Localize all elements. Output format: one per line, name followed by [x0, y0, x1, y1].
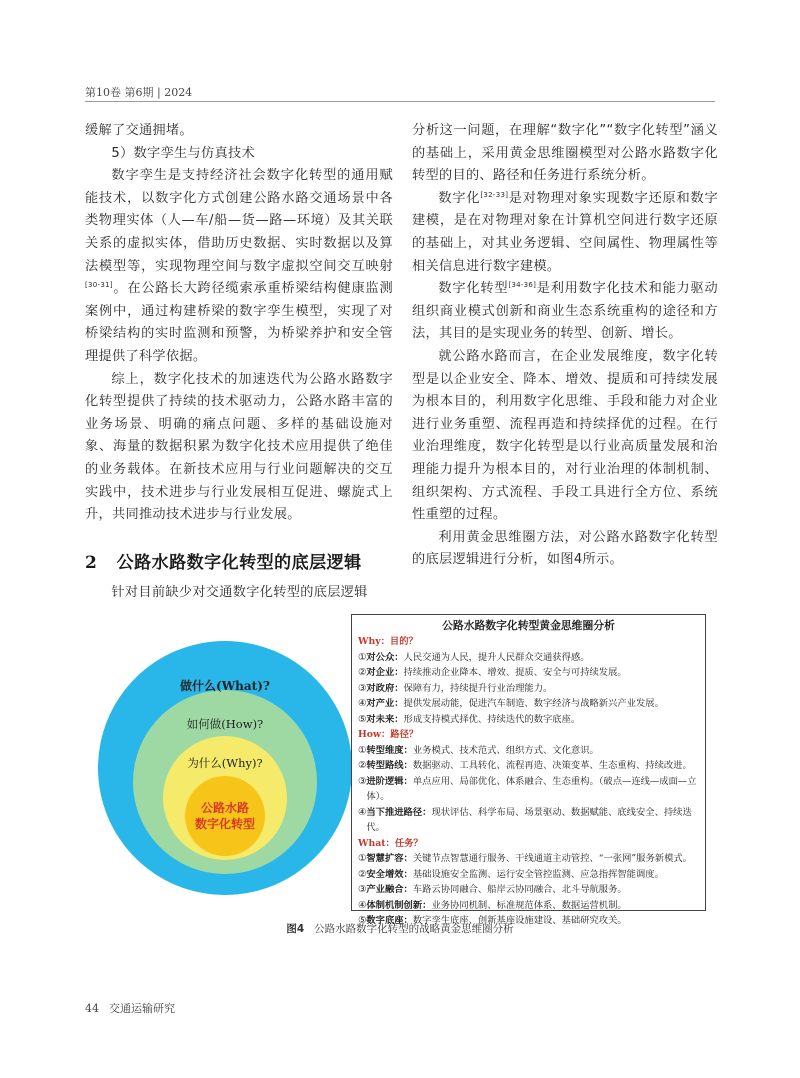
item-desc: 保障有力，持续提升行业治理能力。 — [403, 682, 553, 694]
item-desc: 基础设施安全监测、运行安全管控监测、应急指挥智能调度。 — [412, 868, 664, 880]
item-text — [366, 898, 699, 914]
journal-name: 交通运输研究 — [109, 1002, 175, 1015]
why-heading: Why：目的？ — [358, 636, 418, 647]
how-list — [358, 743, 699, 836]
item-number: ③ — [358, 884, 367, 895]
paragraph: 数字孪生是支持经济社会数字化转型的通用赋能技术，以数字化方式创建公路水路交通场景中各类物理实体（人—车/船—货—路—环境）及其关联关系的虚拟实体，借助历史数据、实时数据以及算法模型等，实现物理空间与数字虚拟空间交互映射[30-31]。在公路长大跨径缆索承重桥梁结构健康监测案例中，通过构建桥梁的数字孪生模型，实现了对桥梁结构的实时监测和预警，为桥梁养护和安全管理提供了科学依据。 — [85, 168, 393, 364]
citation: [34-36] — [508, 281, 537, 290]
item-text — [366, 665, 699, 681]
why-item — [358, 696, 699, 712]
paragraph: 分析这一问题，在理解“数字化”“数字化转型”涵义的基础上，采用黄金思维圈模型对公路水路数字化转型的目的、路径和任务进行系统分析。 — [412, 123, 718, 184]
item-desc: 关键节点智慧通行服务、干线通道主动管控、“一张网”服务新模式。 — [412, 853, 692, 864]
paragraph: 针对目前缺少对交通数字化转型的底层逻辑 — [111, 585, 368, 600]
item-text — [366, 696, 699, 712]
page-number: 44 — [85, 1002, 99, 1015]
item-number: ① — [358, 651, 367, 663]
golden-circle-analysis-box — [351, 614, 706, 926]
what-item — [358, 882, 699, 898]
item-key: 转型维度： — [366, 744, 413, 756]
item-number: ② — [358, 760, 367, 771]
item-desc: 持续推动企业降本、增效、提质、安全与可持续发展。 — [403, 667, 627, 678]
citation: [32-33] — [480, 190, 509, 199]
outer-label: 做什么(What)? — [180, 679, 270, 693]
how-item — [358, 758, 699, 774]
item-desc: 提供发展动能，促进汽车制造、数字经济与战略新兴产业发展。 — [403, 698, 664, 709]
item-desc: 形成支持模式择优、持续迭代的数字底座。 — [403, 713, 581, 725]
item-desc: 人民交通为人民，提升人民群众交通获得感。 — [403, 651, 590, 663]
core-label-1: 公路水路 — [200, 801, 250, 815]
figure-caption-text: 公路水路数字化转型的战略黄金思维圈分析 — [314, 923, 514, 935]
middle-label: 如何做(How)? — [186, 717, 264, 731]
item-number: ④ — [358, 698, 367, 709]
paragraph: 综上，数字化技术的加速迭代为公路水路数字化转型提供了持续的技术驱动力，公路水路丰富的业务场景、明确的痛点问题、多样的基础设施对象、海量的数据积累为数字化技术应用提供了绝佳的业务载体。在新技术应用与行业问题解决的交互实践中，技术进步与行业发展相互促进、螺旋式上升，共同推动技术进步与行业发展。 — [85, 371, 393, 523]
running-header: 第10卷 第6期 | 2024 — [85, 86, 193, 99]
item-text — [366, 867, 699, 883]
item-text — [366, 681, 699, 697]
item-desc: 现状评估、科学布局、场景驱动、数据赋能、底线安全、持续迭代。 — [366, 806, 692, 833]
why-item — [358, 681, 699, 697]
item-key: 产业融合： — [366, 884, 413, 895]
item-key: 智慧扩容： — [366, 853, 413, 864]
item-key: 体制机制创新： — [366, 899, 432, 911]
section-title — [85, 548, 362, 573]
subsection-heading: 5）数字孪生与仿真技术 — [111, 145, 255, 161]
item-key: 对企业： — [366, 667, 404, 678]
core-label-2: 数字化转型 — [194, 817, 256, 831]
item-key: 对政府： — [366, 682, 404, 694]
page-footer — [85, 1000, 175, 1016]
what-item — [358, 867, 699, 883]
item-text — [366, 774, 699, 805]
citation: [30-31] — [85, 281, 113, 290]
item-desc: 单点应用、局部优化、体系融合、生态重构。（破点—连线—成面—立体）。 — [366, 775, 697, 802]
how-item — [358, 743, 699, 759]
item-number: ① — [358, 744, 367, 756]
item-key: 转型路线： — [366, 760, 413, 771]
item-number: ④ — [358, 806, 367, 818]
what-item — [358, 898, 699, 914]
item-number: ② — [358, 667, 367, 678]
item-text — [366, 805, 699, 836]
item-desc: 业务协同机制、标准规范体系、数据运营机制。 — [431, 899, 627, 911]
paragraph: 就公路水路而言，在企业发展维度，数字化转型是以企业安全、降本、增效、提质和可持续发展为根本目的，利用数字化思维、手段和能力对企业进行业务重塑、流程再造和持续择优的过程。在行业治理维度，数字化转型是以行业高质量发展和治理能力提升为根本目的，对行业治理的体制机制、组织架构、方式流程、手段工具进行全方位、系统性重塑的过程。 — [412, 348, 718, 523]
section-number: 2 — [85, 553, 98, 573]
figure-caption — [0, 921, 800, 936]
item-desc: 业务模式、技术范式、组织方式、文化意识。 — [412, 744, 599, 756]
paragraph: 利用黄金思维圈方法，对公路水路数字化转型的底层逻辑进行分析，如图4所示。 — [412, 529, 718, 568]
golden-circle-diagram — [97, 640, 353, 896]
core-circle — [185, 776, 265, 856]
item-key: 安全增效： — [366, 868, 413, 880]
how-item — [358, 805, 699, 836]
why-list — [358, 650, 699, 728]
item-number: ⑤ — [358, 713, 367, 725]
paragraph: 数字化转型[34-36]是利用数字化技术和能力驱动组织商业模式创新和商业生态系统重构的途径和方法，其目的是实现业务的转型、创新、增长。 — [412, 281, 718, 342]
figure-label: 图4 — [286, 923, 305, 935]
left-column — [85, 120, 393, 527]
item-key: 进阶逻辑： — [366, 775, 413, 787]
item-desc: 数字孪生底座、创新基座设施建设、基础研究攻关。 — [412, 915, 627, 926]
inner-label: 为什么(Why)? — [187, 756, 263, 770]
how-item — [358, 774, 699, 805]
box-title: 公路水路数字化转型黄金思维圈分析 — [442, 619, 615, 632]
item-text — [366, 650, 699, 666]
why-item — [358, 712, 699, 728]
item-text — [366, 851, 699, 867]
item-desc: 车路云协同融合、船岸云协同融合、北斗导航服务。 — [412, 884, 627, 895]
item-number: ① — [358, 853, 367, 864]
item-text — [366, 882, 699, 898]
item-number: ④ — [358, 899, 367, 911]
section-title-text: 公路水路数字化转型的底层逻辑 — [116, 553, 362, 573]
item-desc: 数据驱动、工具转化、流程再造、决策变革、生态重构、持续改进。 — [412, 760, 692, 771]
item-number: ③ — [358, 682, 367, 694]
what-list — [358, 851, 699, 929]
item-key: 当下推进路径： — [366, 806, 432, 818]
paragraph: 数字化[32-33]是对物理对象实现数字还原和数字建模，是在对物理对象在计算机空间进行数字还原的基础上，对其业务逻辑、空间属性、物理属性等相关信息进行数字建模。 — [412, 190, 718, 274]
how-heading: How：路径？ — [358, 729, 419, 740]
item-key: 对公众： — [366, 651, 404, 663]
paragraph: 缓解了交通拥堵。 — [85, 123, 193, 138]
item-text — [366, 758, 699, 774]
what-item — [358, 851, 699, 867]
item-number: ⑤ — [358, 915, 367, 926]
item-key: 对未来： — [366, 713, 404, 725]
item-key: 数字底座： — [366, 915, 413, 926]
why-item — [358, 650, 699, 666]
why-item — [358, 665, 699, 681]
right-column — [412, 120, 718, 572]
item-text — [366, 712, 699, 728]
item-key: 对产业： — [366, 698, 404, 709]
item-text — [366, 743, 699, 759]
item-number: ② — [358, 868, 367, 880]
what-heading: What：任务？ — [358, 837, 423, 849]
header-divider — [85, 101, 715, 102]
item-number: ③ — [358, 775, 367, 787]
